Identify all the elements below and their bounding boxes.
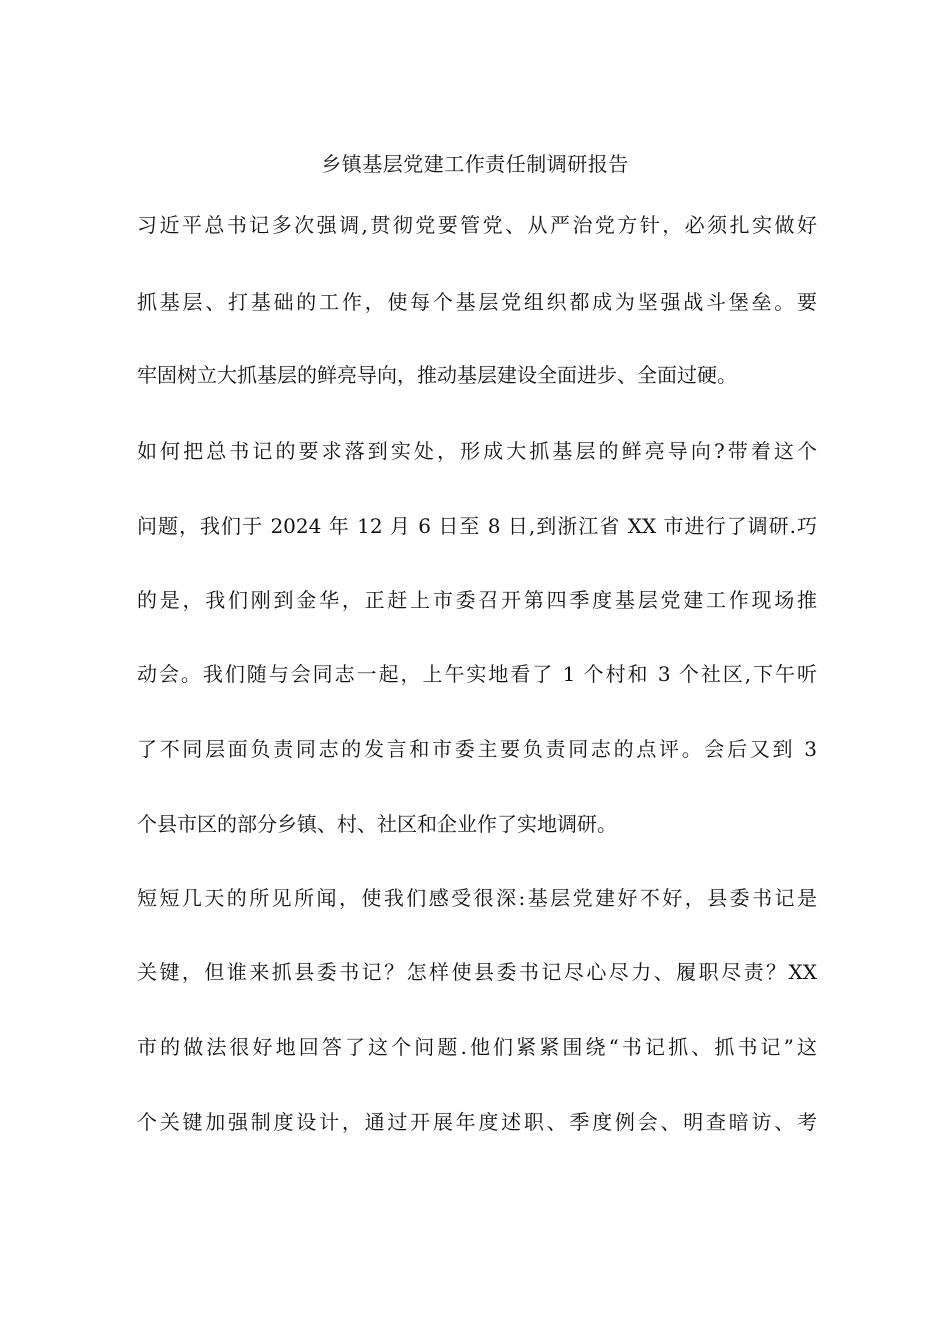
body-line: 的是，我们刚到金华，正赶上市委召开第四季度基层党建工作现场推 [137, 588, 817, 612]
body-line: 个县市区的部分乡镇、村、社区和企业作了实地调研。 [137, 812, 617, 836]
body-line: 抓基层、打基础的工作，使每个基层党组织都成为坚强战斗堡垒。要 [137, 290, 817, 314]
body-line: 关键，但谁来抓县委书记？怎样使县委书记尽心尽力、履职尽责？XX [137, 960, 817, 984]
body-line: 问题，我们于 2024 年 12 月 6 日至 8 日,到浙江省 XX 市进行了调研.巧 [137, 514, 817, 538]
body-line: 了不同层面负责同志的发言和市委主要负责同志的点评。会后又到 3 [137, 737, 817, 761]
body-line: 牢固树立大抓基层的鲜亮导向，推动基层建设全面进步、全面过硬。 [137, 363, 737, 387]
body-line: 习近平总书记多次强调,贯彻党要管党、从严治党方针，必须扎实做好 [137, 213, 817, 237]
body-line: 如何把总书记的要求落到实处，形成大抓基层的鲜亮导向?带着这个 [137, 439, 817, 463]
body-line: 短短几天的所见所闻，使我们感受很深:基层党建好不好，县委书记是 [137, 886, 817, 910]
body-line: 个关键加强制度设计，通过开展年度述职、季度例会、明查暗访、考 [137, 1110, 817, 1134]
document-title: 乡镇基层党建工作责任制调研报告 [321, 152, 629, 176]
body-line: 动会。我们随与会同志一起，上午实地看了 1 个村和 3 个社区,下午听 [137, 662, 817, 686]
body-line: 市的做法很好地回答了这个问题.他们紧紧围绕“书记抓、抓书记”这 [137, 1035, 817, 1059]
